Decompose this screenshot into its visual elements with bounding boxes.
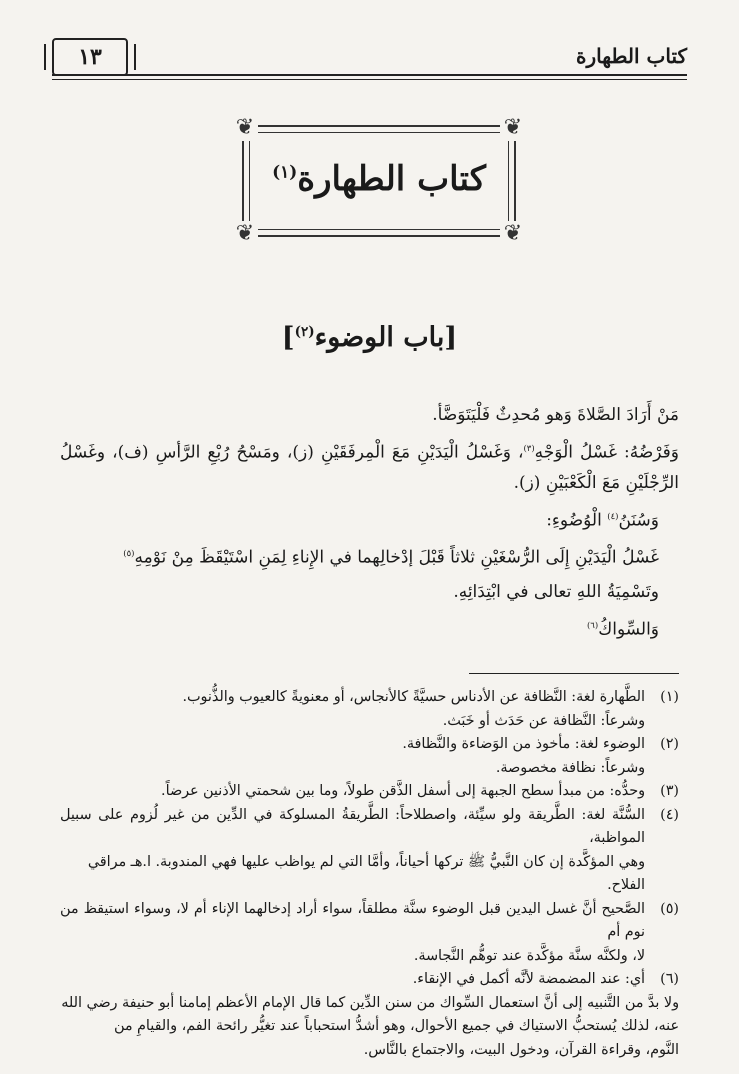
footnote-continuation: لا، ولكنَّه سنَّة مؤكَّدة عند توهُّم النَّجاسة. (413, 947, 645, 964)
footnote-continuation: عنه، لذلك يُستحبُّ الاستياك في جميع الأحوال، وهو أشدُّ استحباباً عند تغيُّر رائحة الفم، والقيامِ من (113, 1018, 679, 1034)
section-close-bracket: ] (281, 322, 295, 353)
chapter-note-ref: (١) (272, 162, 298, 183)
running-header (52, 38, 687, 74)
section-heading (0, 322, 739, 353)
section-title: باب الوضوء (314, 322, 445, 353)
note-ref: (٥) (123, 549, 135, 560)
footnote-number: (٤) (660, 806, 679, 823)
footnote (60, 733, 679, 757)
main-paragraph (60, 611, 679, 645)
chapter-title (244, 159, 514, 199)
footnote-rule (469, 673, 679, 674)
main-line: وتَسْمِيَةُ اللهِ تعالى في ابْتِدَائِهِ. (453, 581, 659, 602)
footnote (60, 968, 679, 992)
footnote-text: الوضوء لغة: مأخوذ من الوَضاءة والنَّظافة. (402, 736, 645, 752)
footnote (60, 898, 679, 945)
footnote-continuation: ولا بدَّ من التَّنبيه إلى أنَّ استعمال السِّواك من سنن الدِّين كما قال الإمام الأعظم إمامنا أبو حنيفة رضي الله (61, 994, 679, 1011)
corner-ornament-icon: ❦ (500, 221, 526, 247)
footnote-number: (٦) (660, 971, 679, 987)
footnote (60, 780, 679, 804)
chapter-title-frame (235, 115, 523, 246)
footnotes (60, 686, 679, 1062)
main-paragraph (60, 502, 679, 536)
footnote-continuation: النَّوم، وقراءة القرآن، ودخول البيت، والاجتماع بالنَّاس. (363, 1041, 679, 1058)
footnote (60, 804, 679, 851)
footnote-number: (٢) (660, 736, 679, 752)
main-paragraph (60, 434, 679, 498)
main-paragraph (60, 539, 679, 573)
footnote-number: (٣) (660, 783, 679, 799)
footnote-text: أي: عند المضمضة لأنَّه أكمل في الإنقاء. (412, 971, 645, 987)
chapter-title-text: كتاب الطهارة (297, 159, 486, 199)
main-text (60, 400, 679, 649)
footnote-continuation: وشرعاً: النَّظافة عن حَدَث أو خَبَث. (442, 712, 645, 729)
main-text-span: وَفَرْضُهُ: غَسْلُ الْوَجْهِ (534, 442, 679, 463)
running-title: كتاب الطهارة (576, 44, 687, 68)
corner-ornament-icon: ❦ (232, 221, 258, 247)
footnote (60, 686, 679, 710)
main-text-span: وَسُنَنُ (618, 510, 659, 531)
footnote-text: السُّنَّة لغة: الطَّريقة ولو سيِّئة، واصطلاحاً: الطَّريقةُ المسلوكة في الدِّين من غير لُزوم على سبيل المواظبة، (60, 806, 645, 846)
header-rule (52, 74, 687, 80)
footnote-continuation: وهي المؤكَّدة إن كان النَّبيُّ ﷺ تركها أحياناً، وأمَّا التي لم يواظب عليها فهي المندوبة. ا.هـ مراقي الفلاح. (87, 853, 645, 893)
footnote-text: وحدُّه: من مبدأ سطح الجبهة إلى أسفل الذَّقن طولاً، وما بين شحمتي الأذنين عرضاً. (161, 783, 645, 799)
corner-ornament-icon: ❦ (232, 115, 258, 141)
note-ref: (٦) (586, 620, 599, 631)
main-text-span: الْوُضُوءِ: (546, 510, 608, 531)
footnote-number: (١) (660, 689, 679, 705)
main-text-span: وَالسِّواكُ (598, 619, 659, 640)
note-ref: (٣) (523, 444, 535, 454)
footnote-number: (٥) (660, 900, 679, 917)
main-text-span: غَسْلُ الْيَدَيْنِ إِلَى الرُّسْغَيْنِ ثلاثاً قَبْلَ إدْخالِهما في الإِناءِ لِمَنِ اسْتَيْقَظَ مِنْ نَوْمِهِ (134, 547, 659, 568)
page-number: ١٣ (52, 38, 128, 76)
section-open-bracket: [ (444, 322, 458, 353)
note-ref: (٤) (607, 511, 619, 522)
main-text-span: ، وَغَسْلُ الْيَدَيْنِ مَعَ الْمِرفَقَيْنِ (ز)، ومَسْحُ رُبْعِ الرَّأسِ (ف)، وغَسْلُ الرِّجْلَيْنِ مَعَ الْكَعْبَيْنِ (ز). (60, 442, 679, 493)
section-note-ref: (٢) (294, 324, 315, 340)
main-line: مَنْ أَرَادَ الصَّلاةَ وَهو مُحدِثٌ فَلْيَتَوَضَّأ. (432, 405, 679, 425)
footnote-continuation: وشرعاً: نظافة مخصوصة. (495, 759, 645, 776)
footnote-text: الطَّهارة لغة: النَّظافة عن الأدناس حسيَّةً كالأنجاس، أو معنويةً كالعيوب والذُّنوب. (182, 689, 645, 705)
corner-ornament-icon: ❦ (500, 115, 526, 141)
footnote-text: الصَّحيح أنَّ غسل اليدين قبل الوضوء سنَّة مطلقاً، سواء أراد إدخالهما الإناء أم لا، وسواء استيقظ من نوم أم (60, 900, 645, 940)
